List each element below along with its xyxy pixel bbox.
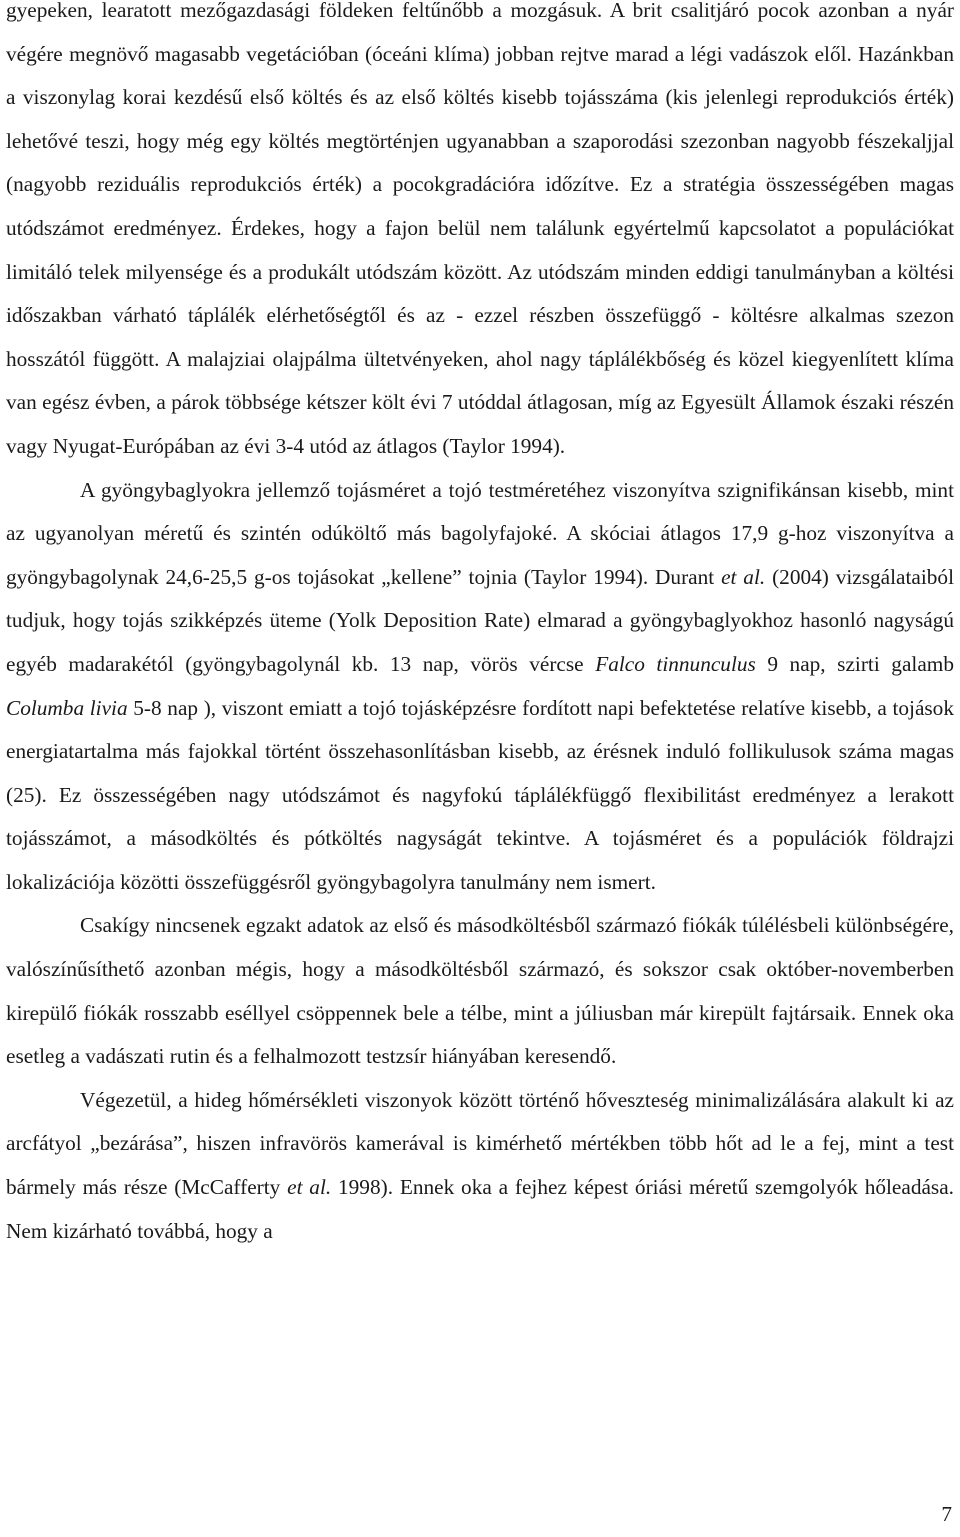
paragraph-text: Csakígy nincsenek egzakt adatok az első és másodköltésből származó fiókák túlélésbeli különbségére, valószínűsíthető azonban mégis, hogy a másodköltésből származó, és sokszor csak október-novemberben kirepülő fiókák rosszabb eséllyel csöppennek bele a télbe, mint a júliusban már kirepült fajtársaik. Ennek oka esetleg a vadászati rutin és a felhalmozott testzsír hiányában keresendő. bbox=[6, 913, 954, 1069]
paragraph-text: (2004) vizsgálataiból tudjuk, hogy tojás szikképzés üteme (Yolk Deposition Rate) elmarad a gyöngybaglyokhoz hasonló nagyságú egyéb madarakétól (gyöngybagolynál kb. 13 nap, vörös vércse bbox=[6, 564, 954, 676]
paragraph-text: 9 nap, szirti galamb bbox=[755, 651, 954, 676]
species-name: Falco tinnunculus bbox=[595, 651, 756, 676]
paragraph-text: 1998). Ennek oka a fejhez képest óriási méretű szemgolyók hőleadása. Nem kizárható továbbá, hogy a bbox=[6, 1175, 954, 1243]
paragraph-text: Végezetül, a hideg hőmérsékleti viszonyok között történő hőveszteség minimalizálására alakult ki az arcfátyol „bezárása”, hiszen infravörös kamerával is kimérhető mértékben több hőt ad le a fej, mint a test bármely más része (McCafferty bbox=[6, 1087, 954, 1200]
paragraph bbox=[6, 469, 954, 905]
paragraph-text: gyepeken, learatott mezőgazdasági földeken feltűnőbb a mozgásuk. A brit csalitjáró pocok azonban a nyár végére megnövő magasabb vegetációban (óceáni klíma) jobban rejtve marad a légi vadászok elől. Hazánkban a viszonylag korai kezdésű első költés és az első költés kisebb tojásszáma (kis jelenlegi reprodukciós érték) lehetővé teszi, hogy még egy költés megtörténjen ugyanabban a szaporodási szezonban nagyobb fészekaljjal (nagyobb reziduális reprodukciós érték) a pocokgradációra időzítve. Ez a stratégia összességében magas utódszámot eredményez. Érdekes, hogy a fajon belül nem találunk egyértelmű kapcsolatot a populációkat limitáló telek milyensége és a produkált utódszám között. Az utódszám minden eddigi tanulmányban a költési időszakban várható táplálék elérhetőségtől és az - ezzel részben összefüggő - költésre alkalmas szezon hosszától függött. A malajziai olajpálma ültetvényeken, ahol nagy táplálékbőség és közel kiegyenlített klíma van egész évben, a párok többsége kétszer költ évi 7 utóddal átlagosan, míg az Egyesült Államok északi részén vagy Nyugat-Európában az évi 3-4 utód az átlagos (Taylor 1994). bbox=[6, 0, 954, 458]
paragraph bbox=[6, 904, 954, 1078]
paragraph-text: A gyöngybaglyokra jellemző tojásméret a tojó testméretéhez viszonyítva szignifikánsan kisebb, mint az ugyanolyan méretű és szintén odúköltő más bagolyfajoké. A skóciai átlagos 17,9 g-hoz viszonyítva a gyöngybagolynak 24,6-25,5 g-os tojásokat „kellene” tojnia (Taylor 1994). Durant bbox=[6, 477, 954, 589]
species-name: Columba livia bbox=[6, 695, 128, 720]
page-number: 7 bbox=[941, 1502, 952, 1526]
paragraph-text: 5-8 nap ), viszont emiatt a tojó tojásképzésre fordított napi befektetése relatíve kisebb, a tojások energiatartalma más fajokkal történt összehasonlításban kisebb, az érésnek induló follikulusok száma magas (25). Ez összességében nagy utódszámot és nagyfokú táplálékfüggő flexibilitást eredményez a lerakott tojásszámot, a másodköltés és pótköltés nagyságát tekintve. A tojásméret és a populációk földrajzi lokalizációja közötti összefüggésről gyöngybagolyra tanulmány nem ismert. bbox=[6, 695, 954, 894]
paragraph bbox=[6, 0, 954, 469]
document-page bbox=[6, 0, 954, 1253]
italic-term: et al. bbox=[721, 564, 766, 589]
italic-term: et al. bbox=[287, 1175, 332, 1200]
paragraph bbox=[6, 1079, 954, 1253]
